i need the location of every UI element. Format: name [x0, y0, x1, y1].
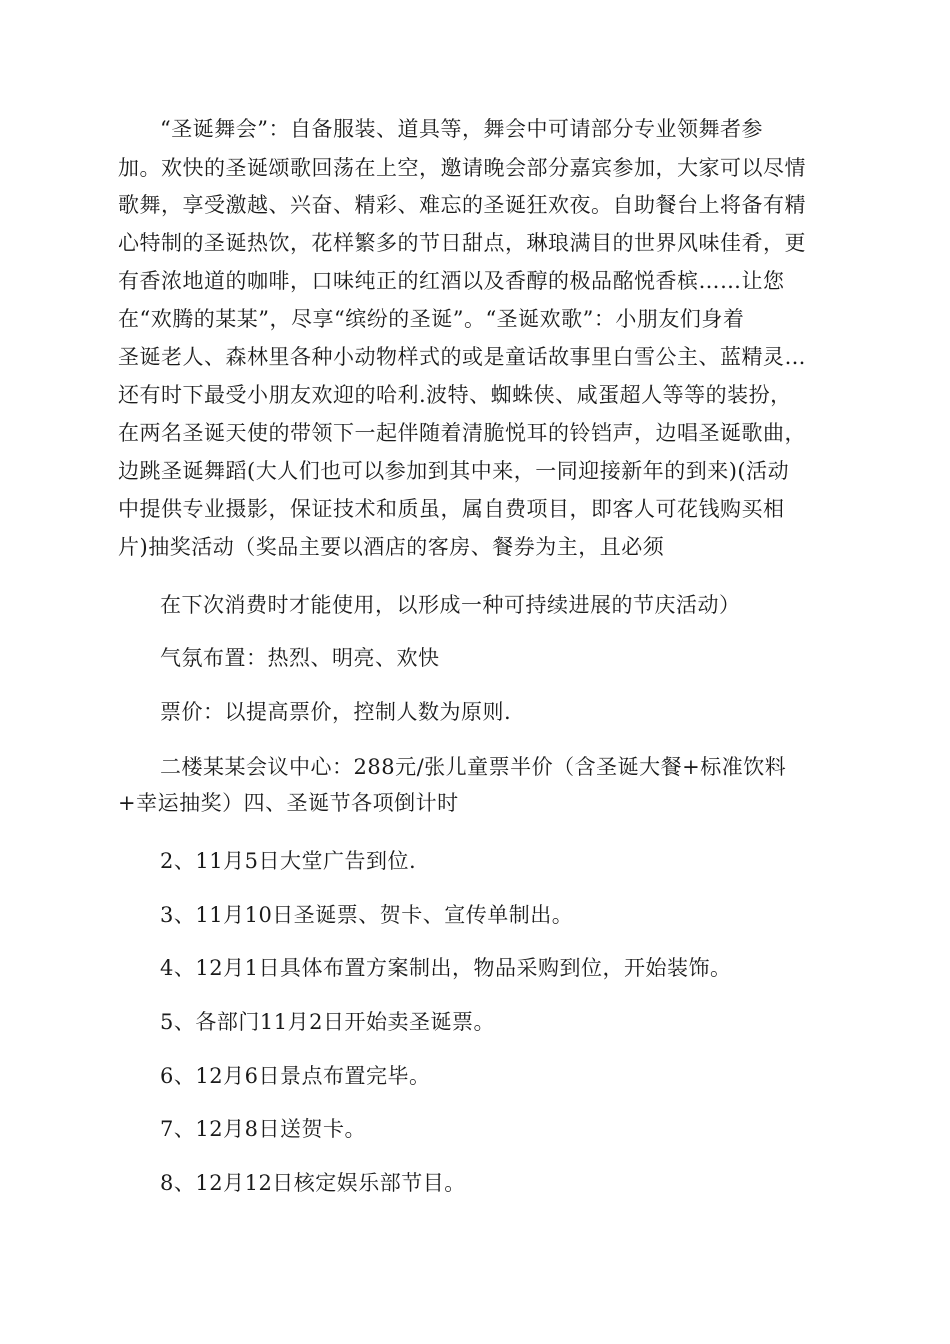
- paragraph-line: 中提供专业摄影，保证技术和质虽，属自费项目，即客人可花钱购买相: [118, 497, 785, 521]
- paragraph-line: 还有时下最受小朋友欢迎的哈利.波特、蜘蛛侠、咸蛋超人等等的装扮，: [118, 383, 792, 407]
- paragraph-line: 加。欢快的圣诞颂歌回荡在上空，邀请晚会部分嘉宾参加，大家可以尽情: [118, 156, 806, 180]
- paragraph-line: 片)抽奖活动（奖品主要以酒店的客房、餐券为主，且必须: [118, 535, 665, 559]
- paragraph-line: 歌舞，享受激越、兴奋、精彩、难忘的圣诞狂欢夜。自助餐台上将备有精: [118, 193, 806, 217]
- paragraph-line: “圣诞舞会”：自备服装、道具等，舞会中可请部分专业领舞者参: [160, 117, 763, 141]
- list-item: 5、各部门11月2日开始卖圣诞票。: [160, 1010, 495, 1034]
- paragraph-line: 在“欢腾的某某”，尽享“缤纷的圣诞”。“圣诞欢歌”：小朋友们身着: [118, 307, 745, 331]
- paragraph-line: 有香浓地道的咖啡，口味纯正的红酒以及香醇的极品酩悦香槟……让您: [118, 269, 785, 293]
- list-item: 7、12月8日送贺卡。: [160, 1117, 366, 1141]
- ticket-price-text: 票价：以提高票价，控制人数为原则.: [160, 700, 512, 724]
- paragraph-line: 圣诞老人、森林里各种小动物样式的或是童话故事里白雪公主、蓝精灵…: [118, 345, 806, 369]
- paragraph-line: 在两名圣诞天使的带领下一起伴随着清脆悦耳的铃铛声，边唱圣诞歌曲，: [118, 421, 806, 445]
- atmosphere-text: 气氛布置：热烈、明亮、欢快: [160, 646, 440, 670]
- paragraph-continuation: 在下次消费时才能使用，以形成一种可持续进展的节庆活动）: [160, 593, 741, 617]
- list-item: 8、12月12日核定娱乐部节目。: [160, 1171, 466, 1195]
- conference-line: +幸运抽奖）四、圣诞节各项倒计时: [118, 791, 459, 815]
- list-item: 6、12月6日景点布置完毕。: [160, 1064, 431, 1088]
- list-item: 2、11月5日大堂广告到位.: [160, 849, 417, 873]
- list-item: 4、12月1日具体布置方案制出，物品采购到位，开始装饰。: [160, 956, 732, 980]
- paragraph-line: 边跳圣诞舞蹈(大人们也可以参加到其中来，一同迎接新年的到来)(活动: [118, 459, 790, 483]
- conference-line: 二楼某某会议中心：288元/张儿童票半价（含圣诞大餐+标准饮料: [160, 755, 787, 779]
- list-item: 3、11月10日圣诞票、贺卡、宣传单制出。: [160, 903, 574, 927]
- paragraph-line: 心特制的圣诞热饮，花样繁多的节日甜点，琳琅满目的世界风味佳肴，更: [118, 231, 806, 255]
